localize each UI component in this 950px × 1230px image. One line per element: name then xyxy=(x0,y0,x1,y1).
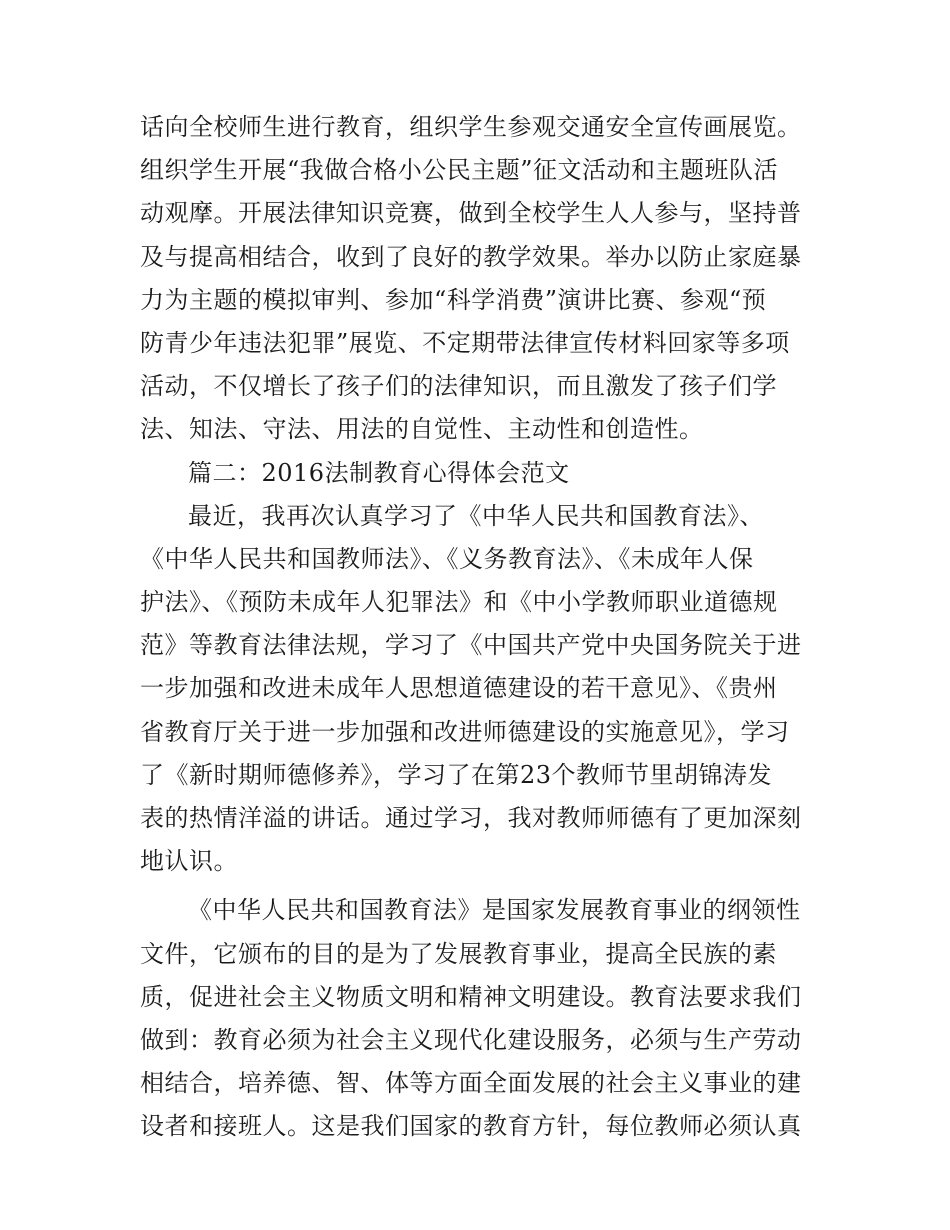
text-line: 《中华人民共和国教育法》是国家发展教育事业的纲领性 xyxy=(188,896,801,925)
text-line: 活动，不仅增长了孩子们的法律知识，而且激发了孩子们学 xyxy=(140,372,777,401)
text-line: 质，促进社会主义物质文明和精神文明建设。教育法要求我们 xyxy=(140,982,802,1011)
text-line: 话向全校师生进行教育，组织学生参观交通安全宣传画展览。 xyxy=(140,113,802,141)
paragraph-2 xyxy=(140,495,820,884)
text-line: 文件，它颁布的目的是为了发展教育事业，提高全民族的素 xyxy=(140,939,777,968)
text-line: 力为主题的模拟审判、参加“科学消费”演讲比赛、参观“预 xyxy=(140,285,767,314)
text-line: 表的热情洋溢的讲话。通过学习，我对教师师德有了更加深刻 xyxy=(140,804,802,832)
document-body xyxy=(140,106,820,1149)
paragraph-3 xyxy=(140,889,820,1148)
text-line: 防青少年违法犯罪”展览、不定期带法律宣传材料回家等多项 xyxy=(140,328,790,357)
text-line: 一步加强和改进未成年人思想道德建设的若干意见》、《贵州 xyxy=(140,674,778,703)
text-line: 设者和接班人。这是我们国家的教育方针，每位教师必须认真 xyxy=(140,1112,802,1141)
text-line: 做到：教育必须为社会主义现代化建设服务，必须与生产劳动 xyxy=(140,1025,802,1054)
section-heading-block xyxy=(140,452,820,495)
paragraph-1 xyxy=(140,106,820,452)
text-line: 省教育厅关于进一步加强和改进师德建设的实施意见》，学习 xyxy=(140,717,790,746)
text-line: 范》等教育法律法规，学习了《中国共产党中央国务院关于进 xyxy=(140,631,802,660)
text-line: 及与提高相结合，收到了良好的教学效果。举办以防止家庭暴 xyxy=(140,242,802,271)
text-line: 地认识。 xyxy=(140,847,238,876)
text-line: 相结合，培养德、智、体等方面全面发展的社会主义事业的建 xyxy=(140,1069,802,1098)
text-line: 护法》、《预防未成年人犯罪法》和《中小学教师职业道德规 xyxy=(140,588,778,617)
text-line: 最近，我再次认真学习了《中华人民共和国教育法》、 xyxy=(188,501,764,530)
text-line: 了《新时期师德修养》，学习了在第23个教师节里胡锦涛发 xyxy=(140,760,773,789)
text-line: 动观摩。开展法律知识竞赛，做到全校学生人人参与，坚持普 xyxy=(140,199,802,228)
section-heading: 篇二：2016法制教育心得体会范文 xyxy=(188,458,570,487)
text-line: 组织学生开展“我做合格小公民主题”征文活动和主题班队活 xyxy=(140,156,779,185)
text-line: 法、知法、守法、用法的自觉性、主动性和创造性。 xyxy=(140,415,704,444)
text-line: 《中华人民共和国教师法》、《义务教育法》、《未成年人保 xyxy=(140,544,754,573)
